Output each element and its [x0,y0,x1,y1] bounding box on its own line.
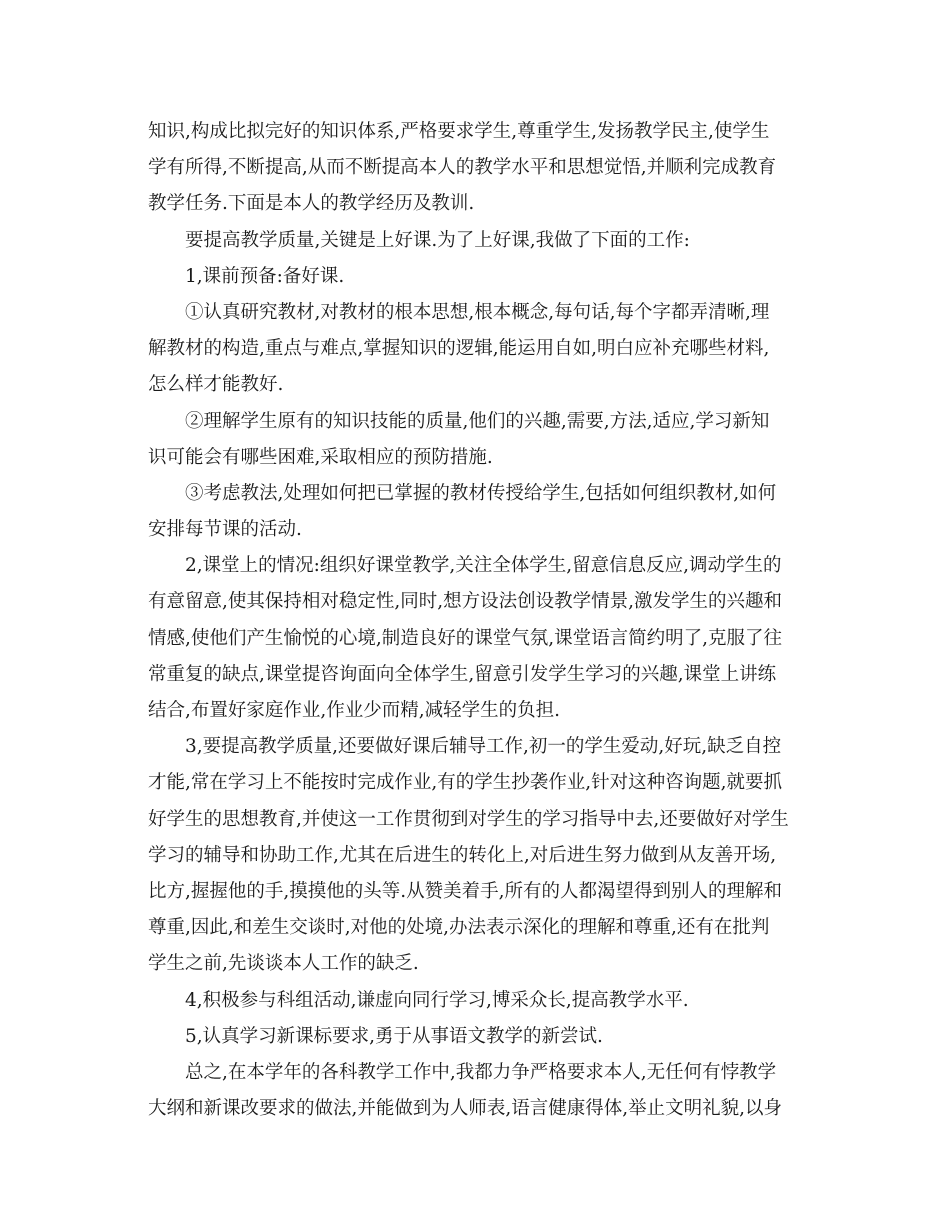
text-line: ②理解学生原有的知识技能的质量,他们的兴趣,需要,方法,适应,学习新知 [185,410,770,432]
text-line: ③考虑教法,处理如何把已掌握的教材传授给学生,包括如何组织教材,如何 [185,482,777,504]
text-line: 常重复的缺点,课堂提咨询面向全体学生,留意引发学生学习的兴趣,课堂上讲练 [148,663,777,685]
text-line: 才能,常在学习上不能按时完成作业,有的学生抄袭作业,针对这种咨询题,就要抓 [148,772,783,794]
text-line: 教学任务.下面是本人的教学经历及教训. [148,193,475,215]
text-line: 好学生的思想教育,并使这一工作贯彻到对学生的学习指导中去,还要做好对学生 [148,808,789,830]
text-line: 解教材的构造,重点与难点,掌握知识的逻辑,能运用自如,明白应补充哪些材料, [148,338,770,360]
text-line: 尊重,因此,和差生交谈时,对他的处境,办法表示深化的理解和尊重,还有在批判 [148,917,770,939]
text-line: 比方,握握他的手,摸摸他的头等.从赞美着手,所有的人都渴望得到别人的理解和 [148,880,783,902]
text-line: 2,课堂上的情况:组织好课堂教学,关注全体学生,留意信息反应,调动学生的 [185,555,782,577]
text-line: 总之,在本学年的各科教学工作中,我都力争严格要求本人,无任何有悖教学 [185,1061,777,1083]
text-line: 怎么样才能教好. [148,374,284,396]
text-line: 要提高教学质量,关键是上好课.为了上好课,我做了下面的工作: [185,229,690,251]
text-line: 学生之前,先谈谈本人工作的缺乏. [148,953,419,975]
text-line: 1,课前预备:备好课. [185,265,345,287]
text-line: 4,积极参与科组活动,谦虚向同行学习,博采众长,提高教学水平. [185,989,689,1011]
text-line: 大纲和新课改要求的做法,并能做到为人师表,语言健康得体,举止文明礼貌,以身 [148,1098,783,1120]
text-line: 安排每节课的活动. [148,519,302,541]
text-line: 知识,构成比拟完好的知识体系,严格要求学生,尊重学生,发扬教学民主,使学生 [148,121,770,142]
text-line: 3,要提高教学质量,还要做好课后辅导工作,初一的学生爱动,好玩,缺乏自控 [185,736,782,758]
text-line: 情感,使他们产生愉悦的心境,制造良好的课堂气氛,课堂语言简约明了,克服了往 [148,627,783,649]
text-line: ①认真研究教材,对教材的根本思想,根本概念,每句话,每个字都弄清晰,理 [185,301,770,323]
text-line: 5,认真学习新课标要求,勇于从事语文教学的新尝试. [185,1025,603,1047]
text-line: 学有所得,不断提高,从而不断提高本人的教学水平和思想觉悟,并顺利完成教育 [148,157,777,179]
text-line: 学习的辅导和协助工作,尤其在后进生的转化上,对后进生努力做到从友善开场, [148,844,777,866]
document-body [148,114,808,1127]
text-line: 识可能会有哪些困难,采取相应的预防措施. [148,446,493,468]
text-line: 有意留意,使其保持相对稳定性,同时,想方设法创设教学情景,激发学生的兴趣和 [148,591,783,613]
text-line: 结合,布置好家庭作业,作业少而精,减轻学生的负担. [148,700,561,721]
